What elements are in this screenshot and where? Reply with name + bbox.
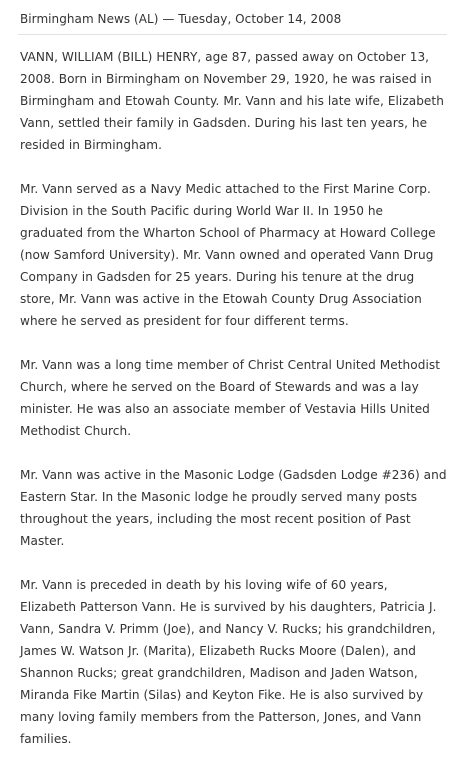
header-divider	[18, 34, 447, 35]
paragraph-church: Mr. Vann was a long time member of Christ Central United Methodist Church, where he served on the Board of Stewards and was a lay minister. He was also an associate member of Vestavia Hills United Methodist Church.	[20, 358, 441, 438]
paragraph-masonic: Mr. Vann was active in the Masonic Lodge (Gadsden Lodge #236) and Eastern Star. In the Masonic lodge he proudly served many posts throughout the years, including the most recent position of Past Master.	[20, 468, 447, 548]
paragraph-survivors: Mr. Vann is preceded in death by his loving wife of 60 years, Elizabeth Patterson Vann. He is survived by his daughters, Patricia J. Vann, Sandra V. Primm (Joe), and Nancy V. Rucks; his grandchildren, James W. Watson Jr. (Marita), Elizabeth Rucks Moore (Dalen), and Shannon Rucks; great grandchildren, Madison and Jaden Watson, Miranda Fike Martin (Silas) and Keyton Fike. He is also survived by many loving family members from the Patterson, Jones, and Vann families.	[20, 578, 437, 746]
obituary-body	[18, 46, 447, 750]
source-and-date-header: Birmingham News (AL) — Tuesday, October 14, 2008	[20, 12, 342, 26]
paragraph-service-career: Mr. Vann served as a Navy Medic attached to the First Marine Corp. Division in the South Pacific during World War II. In 1950 he graduated from the Wharton School of Pharmacy at Howard College (now Samford University). Mr. Vann owned and operated Vann Drug Company in Gadsden for 25 years. During his tenure at the drug store, Mr. Vann was active in the Etowah County Drug Association where he served as president for four different terms.	[20, 182, 436, 328]
paragraph-intro: VANN, WILLIAM (BILL) HENRY, age 87, passed away on October 13, 2008. Born in Birmingham on November 29, 1920, he was raised in Birmingham and Etowah County. Mr. Vann and his late wife, Elizabeth Vann, settled their family in Gadsden. During his last ten years, he resided in Birmingham.	[20, 50, 444, 152]
